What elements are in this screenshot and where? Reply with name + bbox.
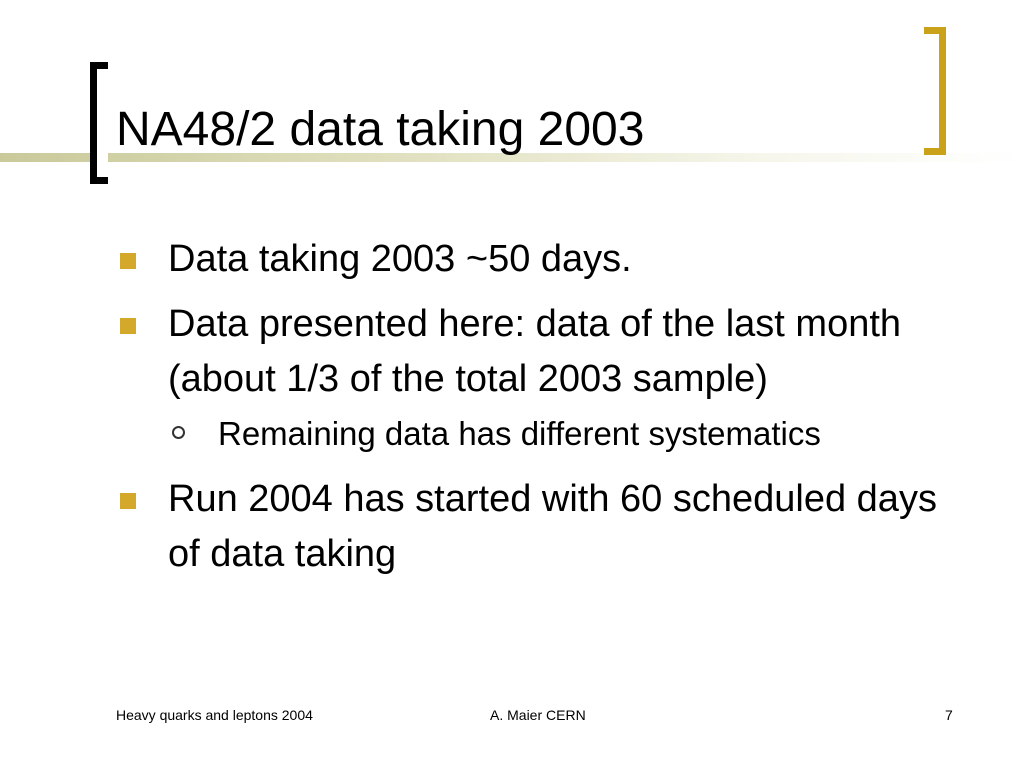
bullet-text: Data presented here: data of the last month (about 1/3 of the total 2003 sample) <box>168 303 902 400</box>
left-bracket-decoration <box>90 62 108 184</box>
slide-title: NA48/2 data taking 2003 <box>116 103 645 156</box>
bullet-text: Data taking 2003 ~50 days. <box>168 238 632 280</box>
square-bullet-icon <box>120 493 136 509</box>
bullet-item <box>116 297 976 407</box>
bullet-item <box>116 472 976 582</box>
sub-bullet-item <box>116 411 976 456</box>
sub-bullet-text: Remaining data has different systematics <box>218 415 821 452</box>
footer-author: A. Maier CERN <box>490 707 586 723</box>
footer-page-number: 7 <box>945 707 953 723</box>
bullet-list <box>116 232 976 592</box>
right-bracket-decoration <box>924 27 946 155</box>
bullet-item <box>116 232 976 287</box>
hollow-circle-bullet-icon <box>172 426 185 439</box>
square-bullet-icon <box>120 253 136 269</box>
square-bullet-icon <box>120 318 136 334</box>
footer-conference: Heavy quarks and leptons 2004 <box>116 707 313 723</box>
bullet-text: Run 2004 has started with 60 scheduled days of data taking <box>168 478 937 575</box>
